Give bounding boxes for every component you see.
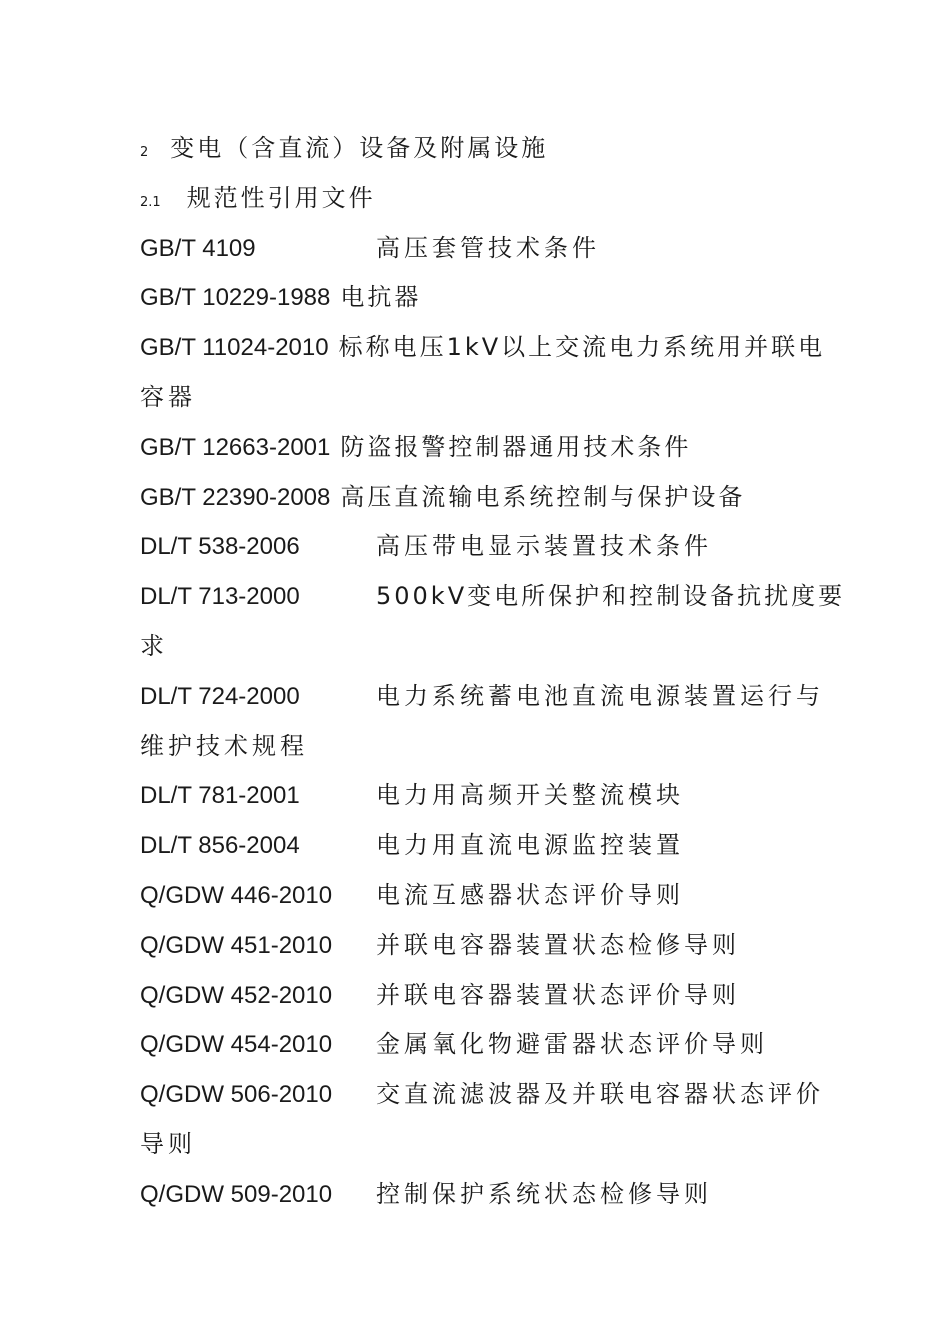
reference-code: DL/T 713-2000 [140,583,300,611]
reference-title: 电力用直流电源监控装置 [376,831,684,860]
reference-title-continuation: 导则 [140,1129,196,1158]
reference-entry [140,821,810,871]
reference-entry [140,971,810,1021]
reference-code: Q/GDW 454-2010 [140,1031,333,1059]
section-heading [140,124,810,174]
reference-title-continuation: 容器 [140,382,196,411]
reference-title: 电力用高频开关整流模块 [376,781,684,810]
reference-code: Q/GDW 509-2010 [140,1180,333,1208]
reference-entry [140,921,810,971]
reference-code: Q/GDW 446-2010 [140,881,333,909]
reference-title: 交直流滤波器及并联电容器状态评价 [376,1080,824,1109]
reference-code: Q/GDW 451-2010 [140,931,333,959]
reference-title-continuation: 求 [140,631,168,660]
reference-entry [140,1170,810,1220]
reference-entry [140,1070,824,1120]
reference-title: 标称电压1kV以上交流电力系统用并联电 [338,333,826,362]
subsection-heading [140,174,810,224]
reference-entry [140,323,826,373]
reference-code: GB/T 10229-1988 [140,284,331,312]
reference-entry [140,672,824,722]
reference-entry [140,423,810,473]
reference-code: DL/T 781-2001 [140,782,300,810]
reference-entry [140,224,810,274]
reference-entry [140,871,810,921]
reference-title: 并联电容器装置状态检修导则 [376,930,740,959]
reference-entry [140,473,810,523]
reference-title: 控制保护系统状态检修导则 [376,1179,712,1208]
reference-entry [140,572,846,622]
reference-entry [140,273,810,323]
reference-title: 电流互感器状态评价导则 [376,880,684,909]
reference-code: DL/T 538-2006 [140,533,300,561]
subsection-title: 规范性引用文件 [186,183,376,212]
reference-code: GB/T 4109 [140,234,256,262]
reference-title: 金属氧化物避雷器状态评价导则 [376,1030,768,1059]
subsection-number: 2.1 [140,194,161,210]
reference-code: DL/T 724-2000 [140,682,300,710]
reference-title: 高压直流输电系统控制与保护设备 [340,482,746,511]
reference-code: Q/GDW 452-2010 [140,981,333,1009]
reference-title: 高压套管技术条件 [376,233,600,262]
reference-title-continuation: 维护技术规程 [140,731,308,760]
reference-code: GB/T 22390-2008 [140,483,331,511]
reference-title: 500kV变电所保护和控制设备抗扰度要 [376,582,846,611]
reference-title: 防盗报警控制器通用技术条件 [340,432,692,461]
reference-title: 高压带电显示装置技术条件 [376,532,712,561]
reference-title: 并联电容器装置状态评价导则 [376,980,740,1009]
reference-title: 电力系统蓄电池直流电源装置运行与 [376,681,824,710]
document-content [140,124,846,1220]
reference-entry [140,522,810,572]
reference-code: DL/T 856-2004 [140,832,300,860]
reference-title: 电抗器 [340,283,422,312]
reference-entry [140,1020,810,1070]
section-number: 2 [140,145,149,160]
section-title: 变电（含直流）设备及附属设施 [170,134,549,162]
reference-code: GB/T 11024-2010 [140,334,329,362]
reference-entry [140,771,810,821]
reference-code: GB/T 12663-2001 [140,433,331,461]
reference-code: Q/GDW 506-2010 [140,1081,333,1109]
